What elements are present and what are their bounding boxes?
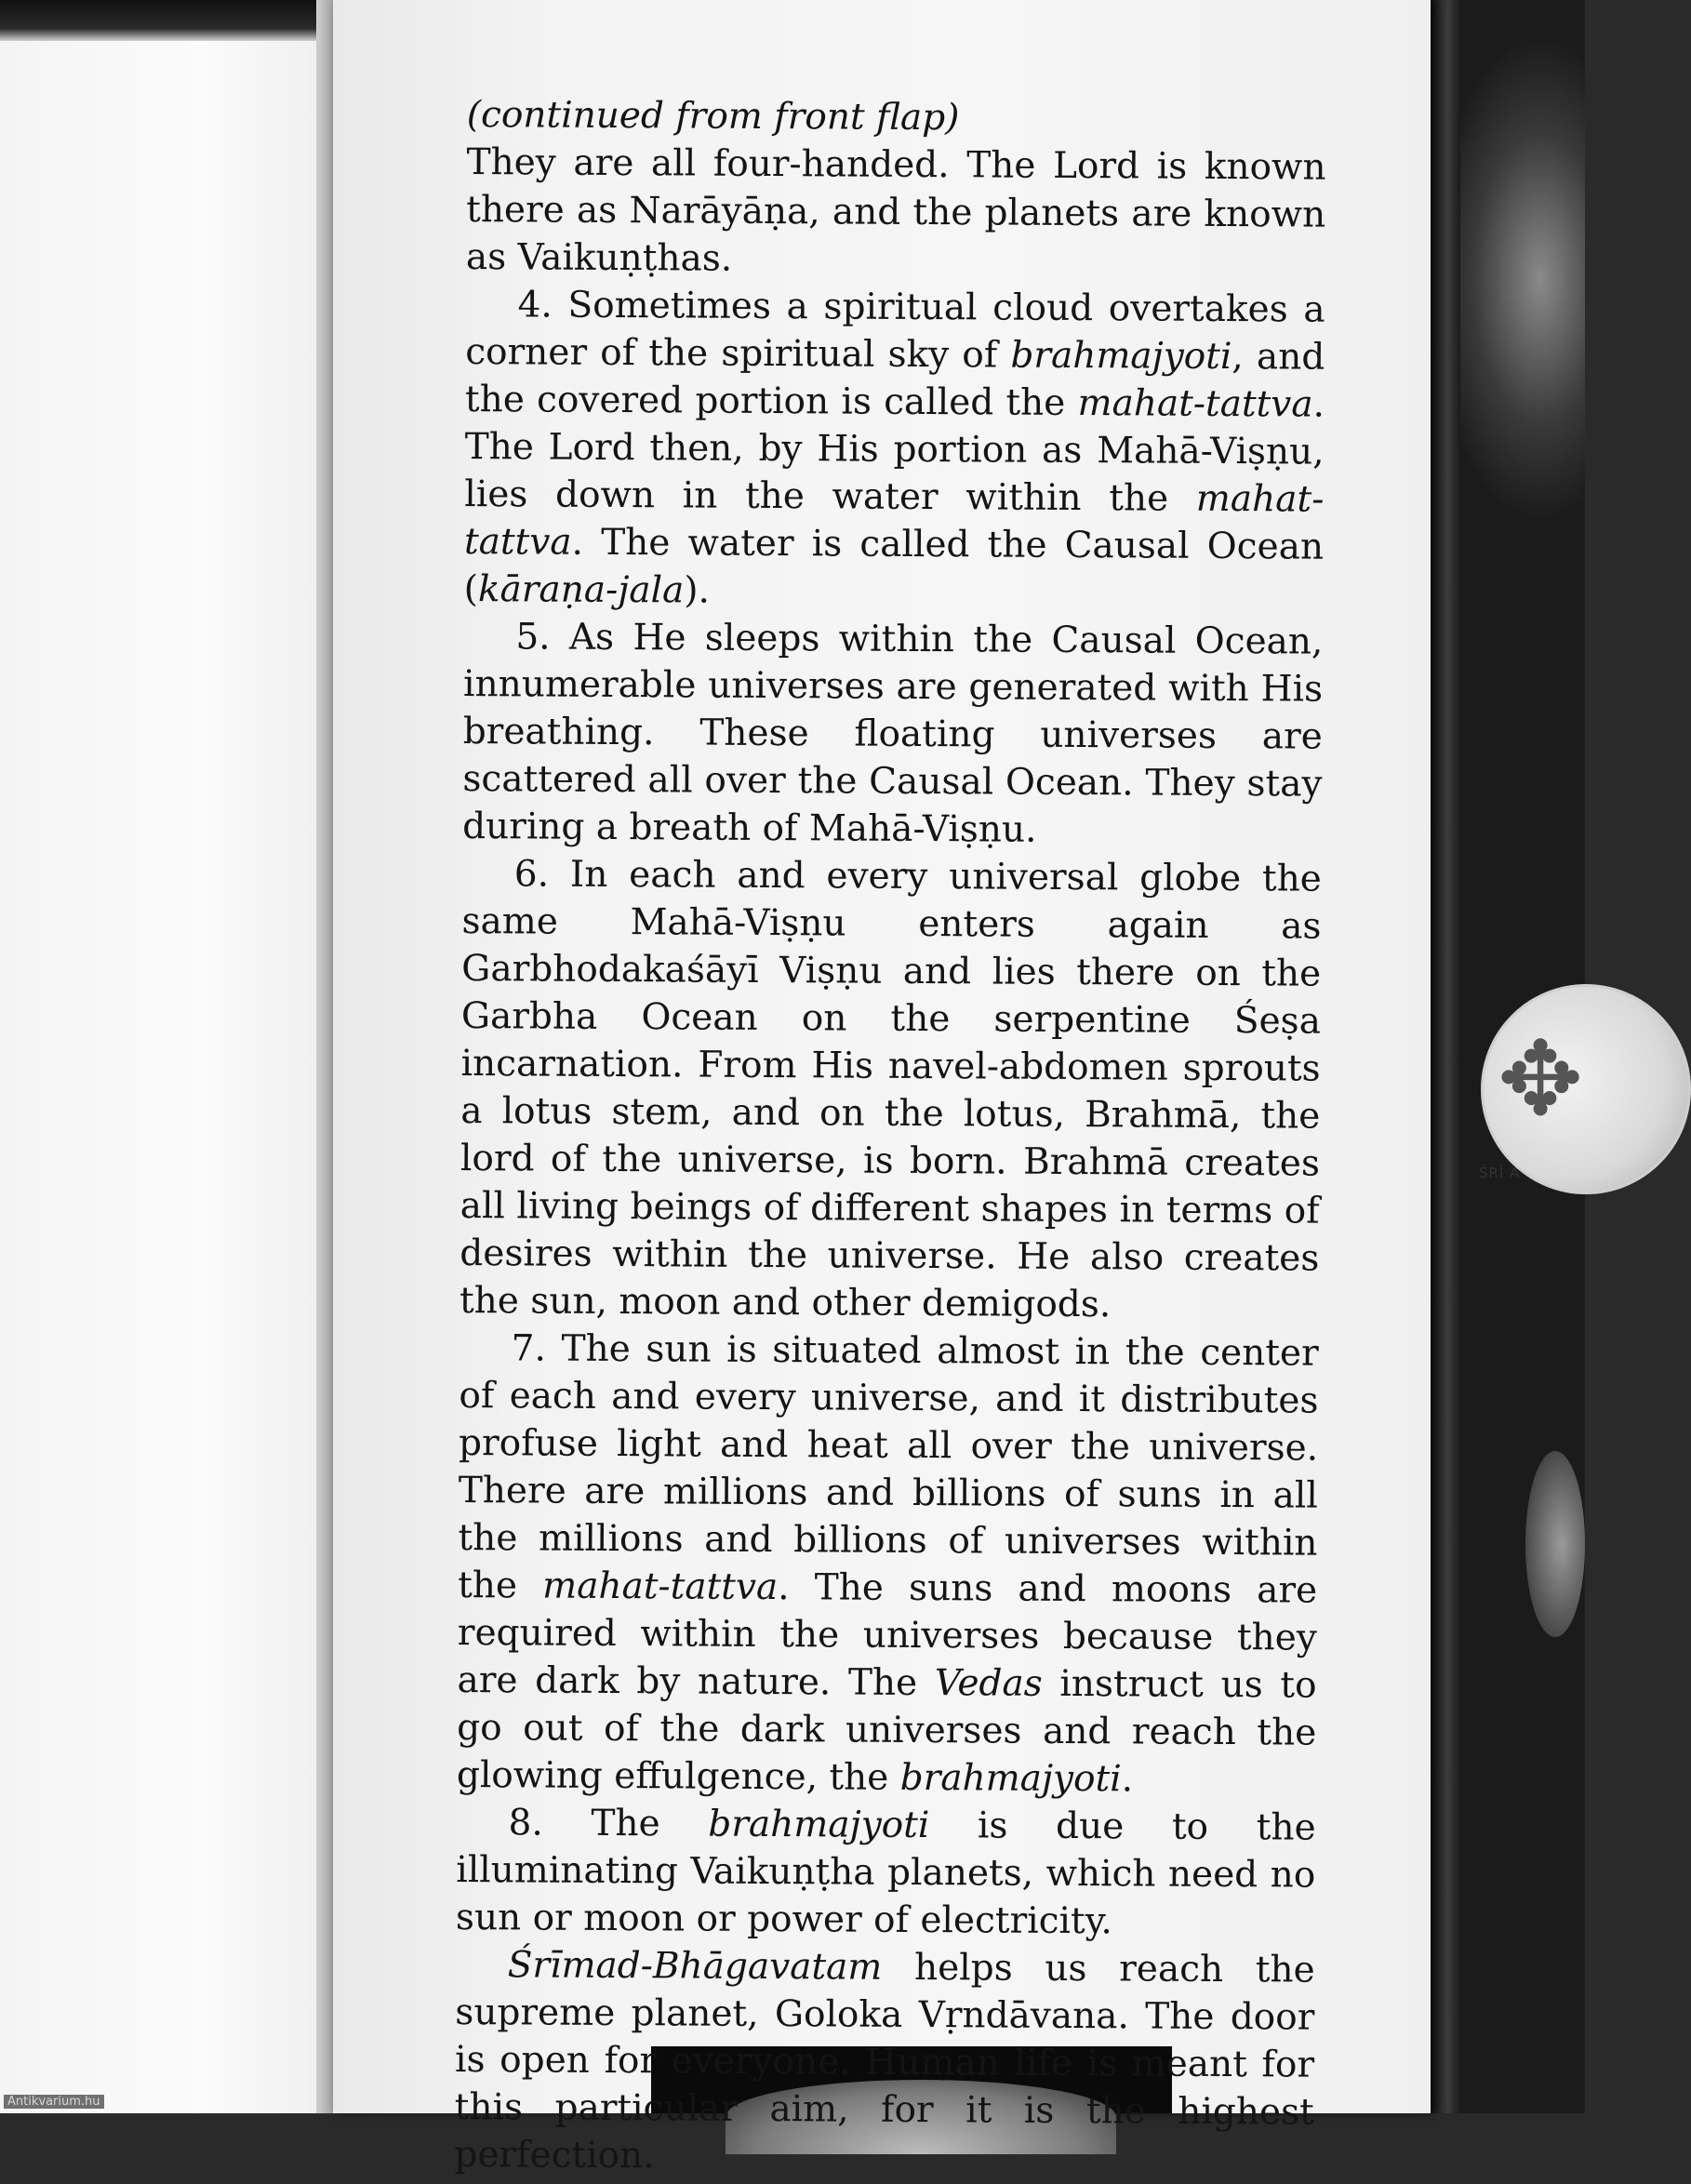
text-run: . The suns and moons are required within the universes because they are dark by nature. The	[457, 1566, 1318, 1705]
text-run: They are all four-handed. The Lord is known there as Narāyāṇa, and the planets are known as Vaikuṇṭhas.	[465, 140, 1326, 280]
cover-shadow-strip	[1429, 0, 1460, 2113]
text-run: 6. In each and every universal globe the same Mahā-Viṣṇu enters again as Garbhodakaśāyī Viṣṇu and lies there on the Garbha Ocean on the serpentine Śeṣa incarnation. From His navel-abdomen sprouts a lotus stem, and on the lotus, Brahmā, the lord of the universe, is born. Brahmā creates all living beings of different shapes in terms of desires within the universe. He also creates the sun, moon and other demigods.	[459, 853, 1322, 1326]
paragraph-7	[457, 1325, 1319, 1804]
italic-term: Śrīmad-Bhāgavatam	[507, 1944, 883, 1989]
text-run: 5. As He sleeps within the Causal Ocean, innumerable universes are generated with His breathing. These floating universes are scattered all over the Causal Ocean. They stay during a breath of Mahā-Viṣṇu.	[462, 616, 1324, 851]
paragraph-4	[464, 281, 1325, 619]
left-book-page	[0, 19, 335, 2113]
italic-term: brahmajyoti	[899, 1756, 1122, 1801]
text-run: .	[1121, 1758, 1134, 1801]
text-run: instruct us to go out of the dark universes and reach the glowing effulgence, the	[456, 1662, 1317, 1799]
italic-term: brahmajyoti	[1010, 334, 1232, 379]
deity-figure-icon: ✥	[1498, 1019, 1584, 1139]
paragraph-6	[459, 850, 1322, 1330]
flap-text	[454, 91, 1326, 2184]
text-run: helps us reach the supreme planet, Goloka Vṛndāvana. The door is open for everyone. Human life is meant for this particular aim, for it is the highest perfection.	[454, 1946, 1315, 2177]
italic-term: Vedas	[934, 1662, 1043, 1705]
italic-term: kāraṇa-jala	[477, 568, 685, 612]
text-run: 8. The	[508, 1802, 709, 1845]
cover-glow	[1525, 1451, 1585, 1637]
text-run: ).	[684, 569, 711, 612]
text-run: , and the covered portion is called the	[464, 336, 1325, 425]
paragraph-intro	[466, 139, 1326, 286]
left-page-top-edge	[0, 0, 316, 41]
medallion-caption: ŚRĪ A	[1479, 1165, 1521, 1181]
text-run: is due to the illuminating Vaikuṇṭha planets, which need no sun or moon or power of electricity.	[455, 1804, 1316, 1943]
italic-term: mahat-tattva	[1077, 382, 1313, 426]
paragraph-closing	[454, 1941, 1315, 2184]
italic-term: brahmajyoti	[708, 1803, 930, 1847]
continued-label: (continued from front flap)	[466, 93, 960, 140]
paragraph-5	[462, 613, 1324, 856]
text-run: . The water is called the Causal Ocean (	[463, 521, 1325, 611]
text-run: . The Lord then, by His portion as Mahā-Viṣṇu, lies down in the water within the	[464, 383, 1325, 520]
watermark: Antikvarium.hu	[4, 2095, 104, 2109]
text-run: 7. The sun is situated almost in the center of each and every universe, and it distributes profuse light and heat all over the universe. There are millions and billions of suns in all the millions and billions of universes within the	[458, 1327, 1319, 1607]
text-run: 4. Sometimes a spiritual cloud overtakes a corner of the spiritual sky of	[465, 284, 1325, 377]
paragraph-8	[456, 1799, 1316, 1947]
italic-term: mahat-tattva	[463, 477, 1325, 564]
italic-term: mahat-tattva	[542, 1565, 779, 1609]
